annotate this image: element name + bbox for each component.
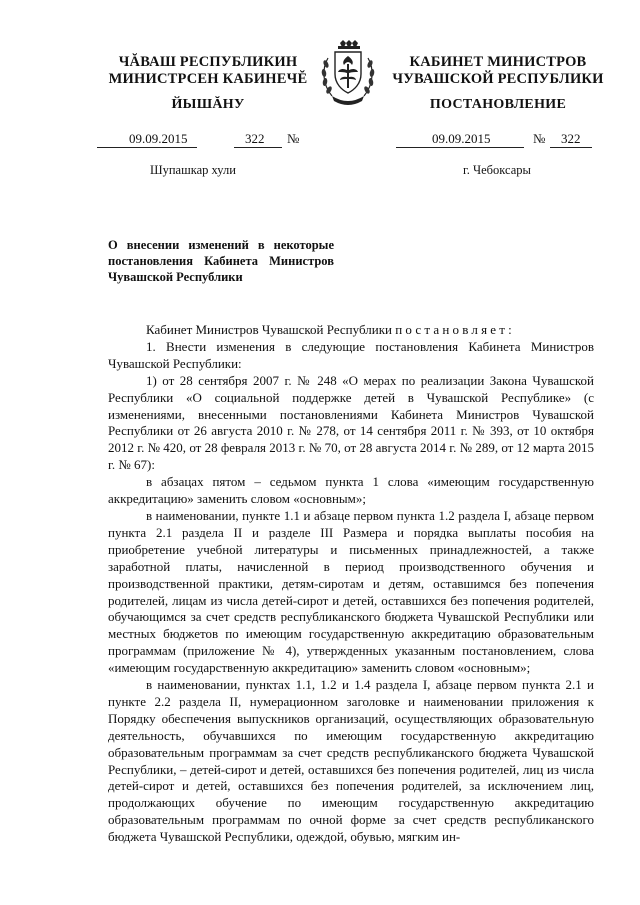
intro-verb: постановляет: [395,322,515,337]
document-body [108,322,594,846]
right-date-underline [396,147,524,148]
right-number-sign: № [533,131,546,146]
right-number-underline [550,147,592,148]
paragraph-1: 1. Внести изменения в следующие постановления Кабинета Министров Чувашской Республики: [108,338,594,371]
left-date: 09.09.2015 [129,131,188,146]
right-issuer-title [388,54,608,88]
paragraph-5: в наименовании, пунктах 1.1, 1.2 и 1.4 раздела I, абзаце первом пункта 2.1 и пункте 2.2 раздела II, нумерационном заголовке и наименовании приложения к Порядку обеспечения выпускников организаций, осуществляющих образовательную деятельность, обучавшихся по имеющим государственную аккредитацию образовательным программам за счет средств республиканского бюджета Чувашской Республики, – детей-сирот и детей, оставшихся без попечения родителей, лиц из числа детей-сирот и детей, оставшихся без попечения родителей, за исключением лиц, продолжающих обучение по имеющим государственную аккредитацию образовательным программам по очной форме за счет средств республиканского бюджета Чувашской Республики, одеждой, обувью, мягким ин- [108,677,594,845]
paragraph-3: в абзацах пятом – седьмом пункта 1 слова «имеющим государственную аккредитацию» заменить словом «основным»; [108,474,594,507]
right-place: г. Чебоксары [463,163,531,177]
left-date-underline [97,147,197,148]
left-issuer-title [108,54,308,88]
document-subject: О внесении изменений в некоторые постановления Кабинета Министров Чувашской Республики [108,238,334,284]
paragraph-4: в наименовании, пункте 1.1 и абзаце первом пункта 1.2 раздела I, абзаце первом пункта 2.1 раздела II и разделе III Размера и порядка выплаты пособия на приобретение учебной литературы и письменных принадлежностей, а также заработной платы, начисленной в период производственного обучения и производственной практики, детям-сиротам и детям, оставшимся без попечения родителей, лицам из числа детей-сирот и детей, оставшихся без попечения родителей, обучающимся за счет средств республиканского бюджета Чувашской Республики или местных бюджетов по имеющим государственную аккредитацию образовательным программам (приложение № 4), утвержденных указанным постановлением, слова «имеющим государственную аккредитацию» заменить словом «основным»; [108,507,594,676]
intro-paragraph [108,322,594,339]
left-place: Шупашкар хули [150,163,236,177]
chuvash-republic-emblem-icon [318,40,378,108]
paragraph-2: 1) от 28 сентября 2007 г. № 248 «О мерах по реализации Закона Чувашской Республики «О социальной поддержке детей в Чувашской Республике» (с изменениями, внесенными постановлениями Кабинета Министров Чувашской Республики от 26 августа 2010 г. № 278, от 14 сентября 2011 г. № 393, от 10 октября 2012 г. № 420, от 28 февраля 2013 г. № 70, от 28 августа 2014 г. № 289, от 12 марта 2015 г. № 67): [108,372,594,473]
left-title-line2: МИНИСТРСЕН КАБИНЕЧĔ [108,71,308,87]
left-number-sign: № [287,131,300,146]
left-title-line1: ЧĂВАШ РЕСПУБЛИКИН [118,54,298,70]
right-number: 322 [561,131,581,146]
right-title-line2: ЧУВАШСКОЙ РЕСПУБЛИКИ [392,71,604,87]
left-document-type: ЙЫШĂНУ [171,97,245,112]
intro-text: Кабинет Министров Чувашской Республики [146,322,392,337]
right-title-line1: КАБИНЕТ МИНИСТРОВ [409,54,587,70]
right-date: 09.09.2015 [432,131,491,146]
right-document-type: ПОСТАНОВЛЕНИЕ [429,97,567,112]
left-number: 322 [245,131,265,146]
left-number-underline [234,147,282,148]
